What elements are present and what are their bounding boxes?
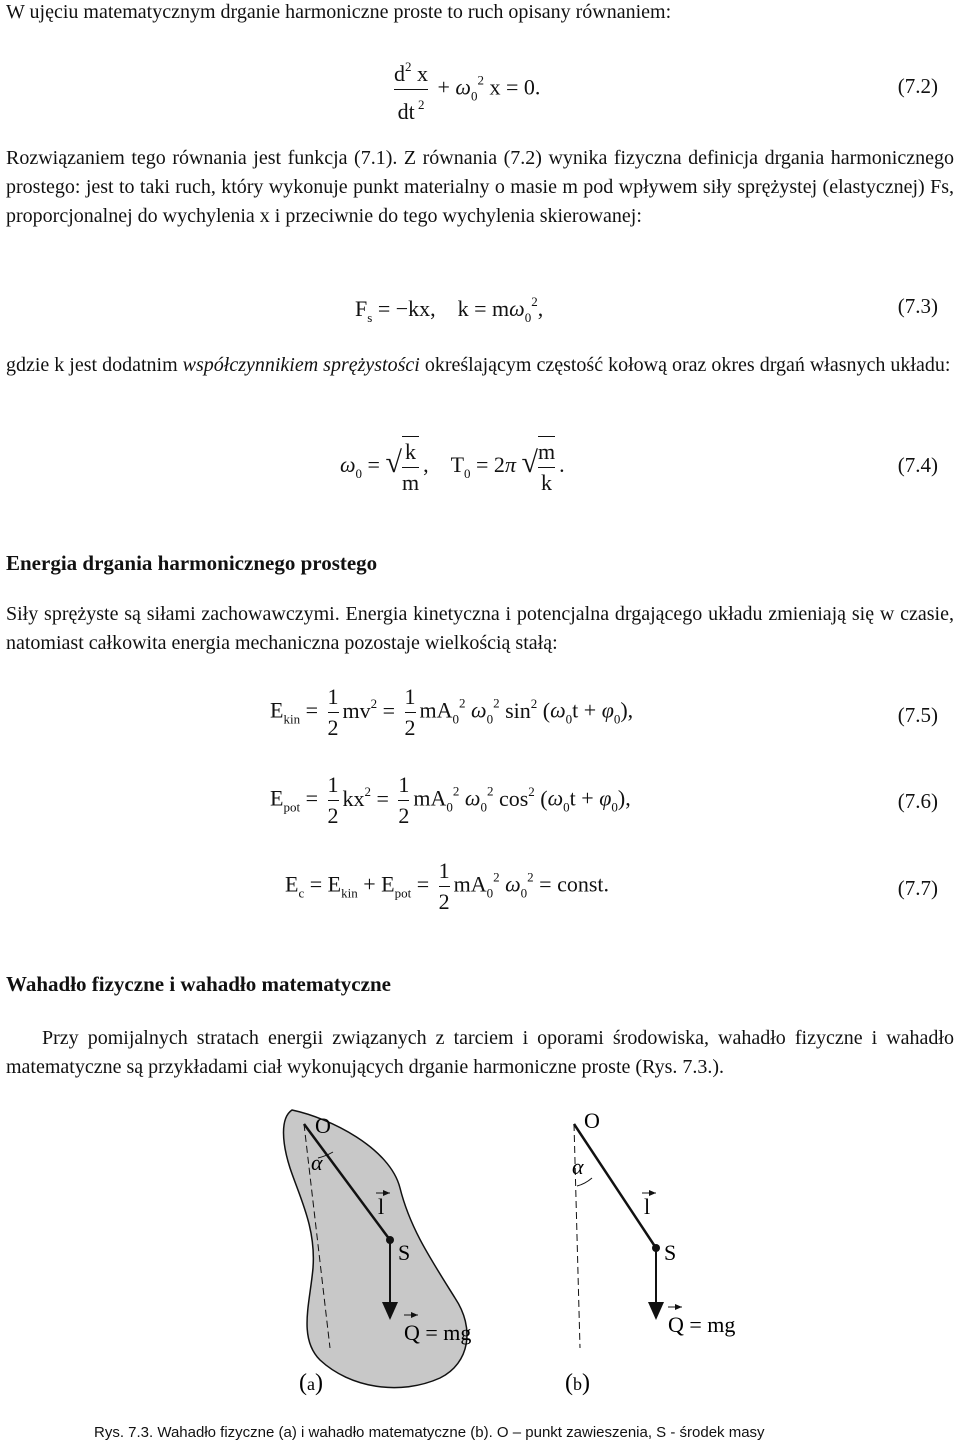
alpha-label-a: α	[311, 1150, 323, 1175]
energy-paragraph: Siły sprężyste są siłami zachowawczymi. Energia kinetyczna i potencjalna drgającego układu zmieniają się w czasie, natomiast całkowita energia mechaniczna pozostaje wielkością stałą:	[6, 603, 954, 654]
equation-number-7-5: (7.5)	[897, 703, 938, 727]
equation-number-7-3: (7.3)	[897, 294, 938, 318]
equation-number-7-6: (7.6)	[897, 789, 938, 813]
pendulum-string-b	[574, 1124, 656, 1248]
figure-caption: Rys. 7.3. Wahadło fizyczne (a) i wahadło matematyczne (b). O – punkt zawieszenia, S - środek masy	[94, 1424, 765, 1441]
pendulum-heading: Wahadło fizyczne i wahadło matematyczne	[6, 972, 391, 996]
vector-l-label-a: l	[378, 1194, 385, 1219]
equation-number-7-2: (7.2)	[897, 74, 938, 98]
center-s-label-b: S	[664, 1240, 677, 1265]
point-o-label-b: O	[584, 1108, 600, 1133]
angle-arc-b	[577, 1178, 592, 1186]
energy-heading: Energia drgania harmonicznego prostego	[6, 551, 378, 575]
intro-paragraph: W ujęciu matematycznym drganie harmoniczne proste to ruch opisany równaniem:	[6, 1, 672, 23]
weight-label-a: Q = mg	[404, 1320, 472, 1345]
alpha-label-b: α	[572, 1154, 584, 1179]
subfigure-tag-b: (b)	[565, 1370, 590, 1396]
point-o-label-a: O	[315, 1113, 331, 1138]
center-s-label-a: S	[398, 1240, 411, 1265]
pendulum-paragraph: Przy pomijalnych stratach energii związanych z tarciem i oporami środowiska, wahadło fizyczne i wahadło matematyczne są przykładami ciał wykonujących drganie harmoniczne proste (Rys. 7.3.).	[6, 1027, 954, 1078]
gdzie-paragraph: gdzie k jest dodatnim współczynnikiem sprężystości określającym częstość kołową oraz okres drgań własnych układu:	[6, 354, 951, 376]
subfigure-tag-a: (a)	[299, 1370, 323, 1396]
equation-number-7-7: (7.7)	[897, 876, 938, 900]
equation-7-3: $F_s = -kx$, $k = m\omega_0^2$,	[355, 294, 544, 325]
equation-7-2: $\frac{d^2 x}{dt ^2}$ + $\omega_0^2$ x = 0.	[394, 59, 541, 124]
equation-7-4: $\omega_0$ = √ $\frac{k}{m}$ , $T_0 = 2\pi$ √ $\frac{m}{k}$ .	[340, 436, 565, 498]
vector-l-label-b: l	[644, 1194, 651, 1219]
weight-label-b: Q = mg	[668, 1312, 736, 1337]
term-emphasis: współczynnikiem sprężystości	[182, 354, 420, 376]
equation-7-6: $E_{pot}$ = $\frac{1}{2}$ $kx^2$ = $\frac{1}{2}$ $mA_0^2$ $\omega_0^2$ $\cos^2 (\omega_0t + \varphi_0)$,	[270, 772, 631, 828]
pendulum-figure	[0, 1098, 960, 1420]
solution-paragraph: Rozwiązaniem tego równania jest funkcja (7.1). Z równania (7.2) wynika fizyczna definicja drgania harmonicznego prostego: jest to taki ruch, który wykonuje punkt materialny o masie m pod wpływem siły sprężystej (elastycznej) Fs, proporcjonalnej do wychylenia x i przeciwnie do tego wychylenia skierowanej:	[6, 147, 954, 227]
equation-7-7: $E_c = E_{kin} + E_{pot}$ = $\frac{1}{2}$ $mA_0^2$ $\omega_0^2$ = const.	[285, 858, 610, 914]
equation-7-5: $E_{kin}$ = $\frac{1}{2}$ $mv^2$ = $\frac{1}{2}$ $mA_0^2$ $\omega_0^2$ $\sin^2 (\omega_0t + \varphi_0)$,	[270, 684, 634, 740]
equation-number-7-4: (7.4)	[897, 453, 938, 477]
